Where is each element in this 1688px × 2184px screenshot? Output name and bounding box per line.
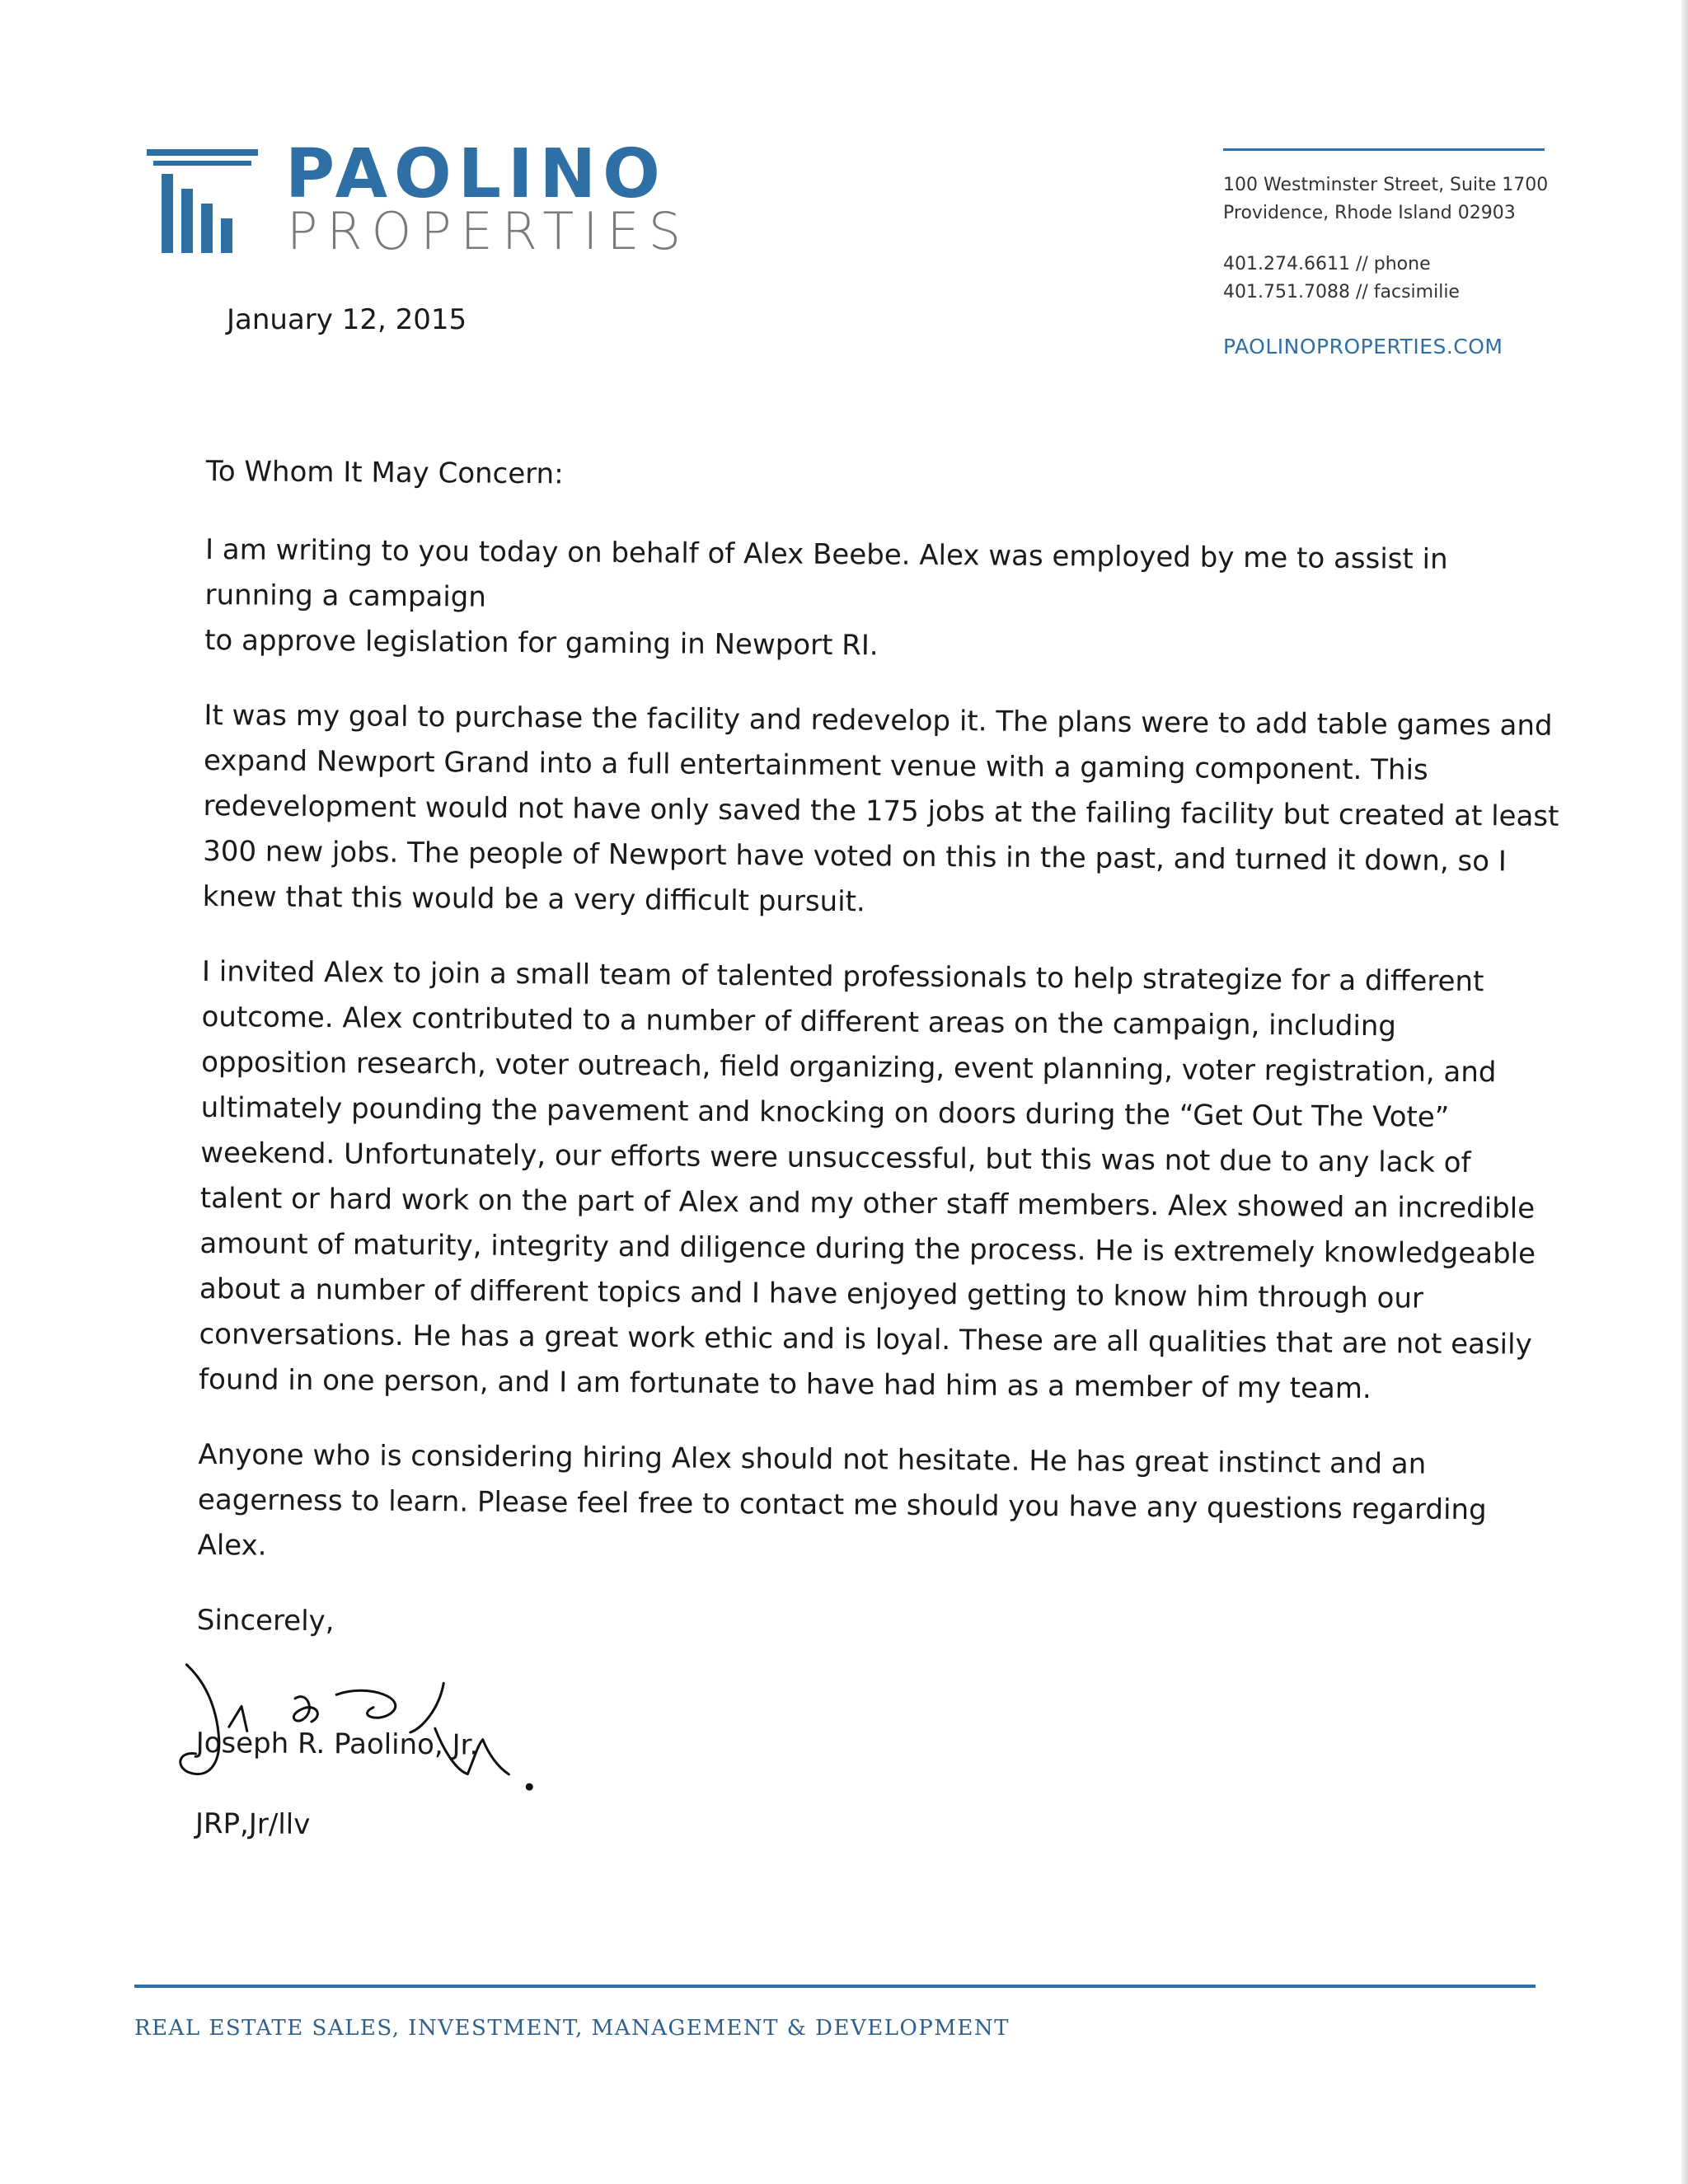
paragraph-line: knew that this would be a very difficult pursuit.: [202, 879, 865, 919]
paragraph-3: [198, 949, 1536, 1413]
paragraph-line: redevelopment would not have only saved the 175 jobs at the failing facility but created at least: [203, 789, 1559, 833]
paragraph-line: running a campaign: [204, 578, 487, 614]
paragraph-line: conversations. He has a great work ethic and is loyal. These are all qualities that are not easily: [199, 1317, 1532, 1361]
paragraph-line: It was my goal to purchase the facility and redevelop it. The plans were to add table games and: [204, 698, 1553, 743]
letter-body: [195, 449, 1559, 1858]
address-line-1: 100 Westminster Street, Suite 1700: [1223, 175, 1549, 195]
handwritten-signature: [171, 1648, 633, 1808]
letter-date: January 12, 2015: [227, 303, 467, 336]
logo-name: PAOLINO: [285, 135, 667, 213]
column-logo-icon: [147, 149, 262, 256]
website-link[interactable]: PAOLINOPROPERTIES.COM: [1223, 335, 1503, 359]
footer-tagline: REAL ESTATE SALES, INVESTMENT, MANAGEMENT & DEVELOPMENT: [134, 2016, 1010, 2041]
paragraph-2: [202, 693, 1559, 930]
address-line-2: Providence, Rhode Island 02903: [1223, 203, 1516, 223]
paragraph-4: [197, 1432, 1517, 1579]
signer-name: Joseph R. Paolino, Jr.: [195, 1726, 479, 1762]
paragraph-line: I invited Alex to join a small team of talented professionals to help strategize for a different: [201, 954, 1484, 999]
paragraph-1: [204, 527, 1524, 674]
footer-divider: [134, 1985, 1536, 1988]
paragraph-line: Alex.: [197, 1528, 267, 1563]
paragraph-line: I am writing to you today on behalf of Alex Beebe. Alex was employed by me to assist in: [204, 532, 1448, 576]
paragraph-line: to approve legislation for gaming in Newport RI.: [204, 623, 879, 663]
signature-block: [195, 1648, 1515, 1783]
paragraph-line: found in one person, and I am fortunate to have had him as a member of my team.: [198, 1362, 1372, 1406]
logo-subtitle: PROPERTIES: [287, 201, 691, 261]
closing: Sincerely,: [196, 1603, 335, 1638]
contact-divider: [1223, 148, 1545, 151]
paragraph-line: outcome. Alex contributed to a number of different areas on the campaign, including: [201, 1000, 1397, 1043]
salutation: To Whom It May Concern:: [205, 454, 564, 491]
paragraph-line: eagerness to learn. Please feel free to contact me should you have any questions regarding: [197, 1483, 1487, 1527]
paragraph-line: ultimately pounding the pavement and knocking on doors during the “Get Out The Vote”: [200, 1090, 1450, 1134]
paragraph-line: amount of maturity, integrity and diligence during the process. He is extremely knowledgeable: [199, 1226, 1536, 1271]
paragraph-line: 300 new jobs. The people of Newport have voted on this in the past, and turned it down, so I: [203, 834, 1507, 879]
paragraph-line: talent or hard work on the part of Alex and my other staff members. Alex showed an incredible: [199, 1181, 1536, 1226]
paragraph-line: about a number of different topics and I have enjoyed getting to know him through our: [199, 1272, 1424, 1315]
paragraph-line: weekend. Unfortunately, our efforts were unsuccessful, but this was not due to any lack of: [200, 1136, 1471, 1180]
typist-initials: JRP,Jr/llv: [195, 1807, 311, 1842]
paragraph-line: opposition research, voter outreach, field organizing, event planning, voter registration, and: [200, 1045, 1497, 1090]
paragraph-line: expand Newport Grand into a full entertainment venue with a gaming component. This: [203, 743, 1428, 787]
fax-number: 401.751.7088 // facsimilie: [1223, 282, 1460, 302]
page-edge: [1681, 0, 1688, 2184]
company-logo: [147, 135, 691, 261]
contact-block: [1223, 171, 1569, 361]
paragraph-line: Anyone who is considering hiring Alex should not hesitate. He has great instinct and an: [198, 1437, 1427, 1481]
phone-number: 401.274.6611 // phone: [1223, 254, 1431, 274]
